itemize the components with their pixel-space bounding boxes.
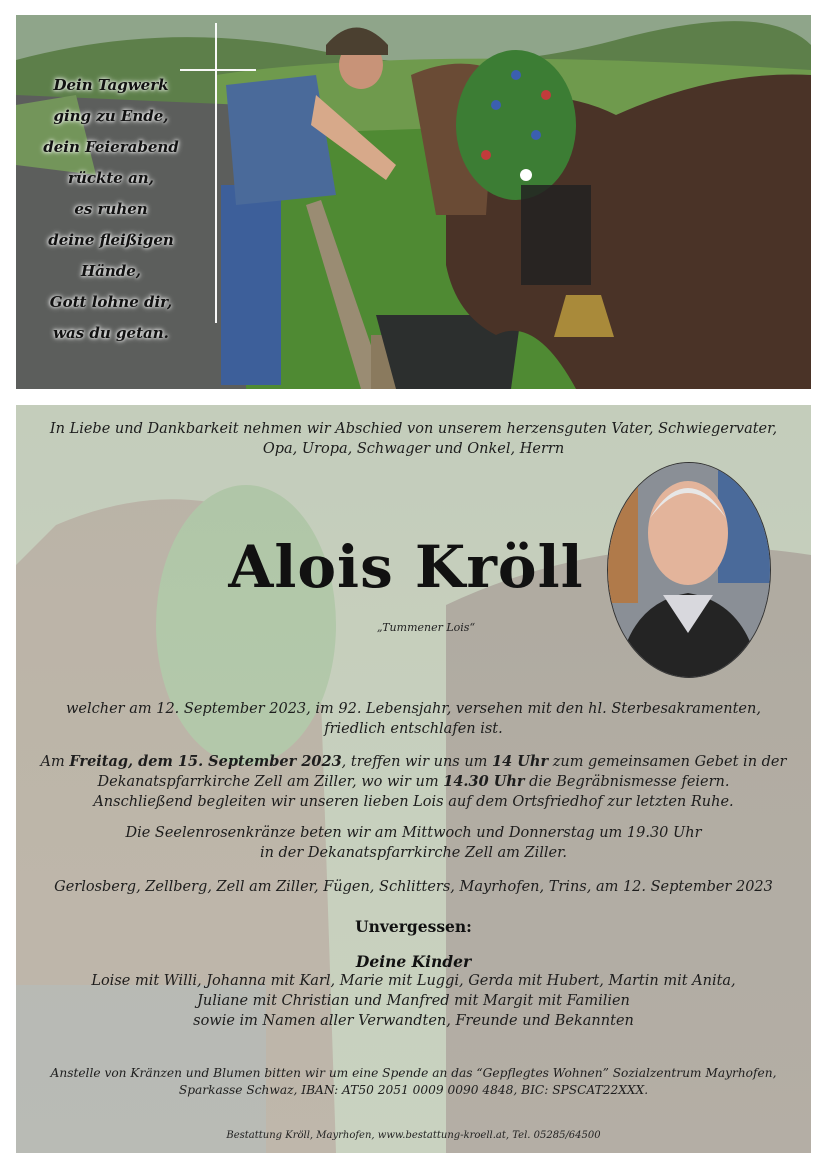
intro-line: In Liebe und Dankbarkeit nehmen wir Abschied von unserem herzensguten Vater, Schwiegervater, — [49, 421, 778, 437]
header-photo — [16, 15, 811, 389]
poem-line: ging zu Ende, — [53, 107, 169, 125]
donation-line: Sparkasse Schwaz, IBAN: AT50 2051 0009 0090 4848, BIC: SPSCAT22XXX. — [178, 1083, 649, 1097]
family-line: Juliane mit Christian und Manfred mit Margit mit Familien — [197, 993, 630, 1009]
mass-time: 14.30 Uhr — [443, 773, 525, 790]
funeral-line-2 — [16, 772, 811, 792]
poem-line: deine fleißigen Hände, — [48, 231, 174, 280]
text: Am — [40, 754, 70, 770]
poem — [16, 70, 206, 350]
poem-line: dein Feierabend — [43, 138, 179, 156]
funeral-day: Freitag, dem 15. September 2023 — [69, 753, 342, 770]
text: Dekanatspfarrkirche Zell am Ziller, wo wir um — [97, 774, 444, 790]
place-date: Gerlosberg, Zellberg, Zell am Ziller, Fügen, Schlitters, Mayrhofen, Trins, am 12. September 2023 — [54, 879, 773, 895]
prayer-time: 14 Uhr — [492, 753, 549, 770]
funeral-home-footer: Bestattung Kröll, Mayrhofen, www.bestattung-kroell.at, Tel. 05285/64500 — [226, 1130, 601, 1141]
portrait-photo — [607, 462, 771, 678]
unforgotten-heading: Unvergessen: — [355, 917, 472, 936]
portrait-image — [608, 463, 770, 677]
deceased-nickname: „Tummener Lois“ — [376, 621, 476, 634]
family-line: Loise mit Willi, Johanna mit Karl, Marie mit Luggi, Gerda mit Hubert, Martin mit Anita, — [91, 973, 736, 989]
obituary-notice — [16, 405, 811, 1153]
donation-line: Anstelle von Kränzen und Blumen bitten wir um eine Spende an das “Gepflegtes Wohnen” Sozialzentrum Mayrhofen, — [50, 1066, 777, 1080]
family-line: sowie im Namen aller Verwandten, Freunde und Bekannten — [193, 1013, 634, 1029]
text: zum gemeinsamen Gebet in der — [548, 754, 787, 770]
intro-line: Opa, Uropa, Schwager und Onkel, Herrn — [262, 441, 565, 457]
death-notice-line: friedlich entschlafen ist. — [324, 721, 503, 737]
poem-line: Dein Tagwerk — [53, 76, 169, 94]
deceased-name: Alois Kröll — [228, 533, 584, 601]
poem-line: was du getan. — [53, 324, 169, 342]
poem-line: Gott lohne dir, — [49, 293, 173, 311]
rosary-line: in der Dekanatspfarrkirche Zell am Ziller. — [259, 845, 568, 861]
funeral-line-1 — [16, 752, 811, 772]
cross-vertical-line — [215, 23, 217, 323]
text: , treffen wir uns um — [341, 754, 493, 770]
death-notice-line: welcher am 12. September 2023, im 92. Lebensjahr, versehen mit den hl. Sterbesakramenten, — [66, 701, 761, 717]
rosary-line: Die Seelenrosenkränze beten wir am Mittwoch und Donnerstag um 19.30 Uhr — [125, 825, 702, 841]
text: die Begräbnismesse feiern. — [524, 774, 730, 790]
poem-line: es ruhen — [74, 200, 148, 218]
poem-line: rückte an, — [68, 169, 154, 187]
funeral-line-3: Anschließend begleiten wir unseren lieben Lois auf dem Ortsfriedhof zur letzten Ruhe. — [93, 794, 734, 810]
children-heading: Deine Kinder — [355, 952, 472, 971]
